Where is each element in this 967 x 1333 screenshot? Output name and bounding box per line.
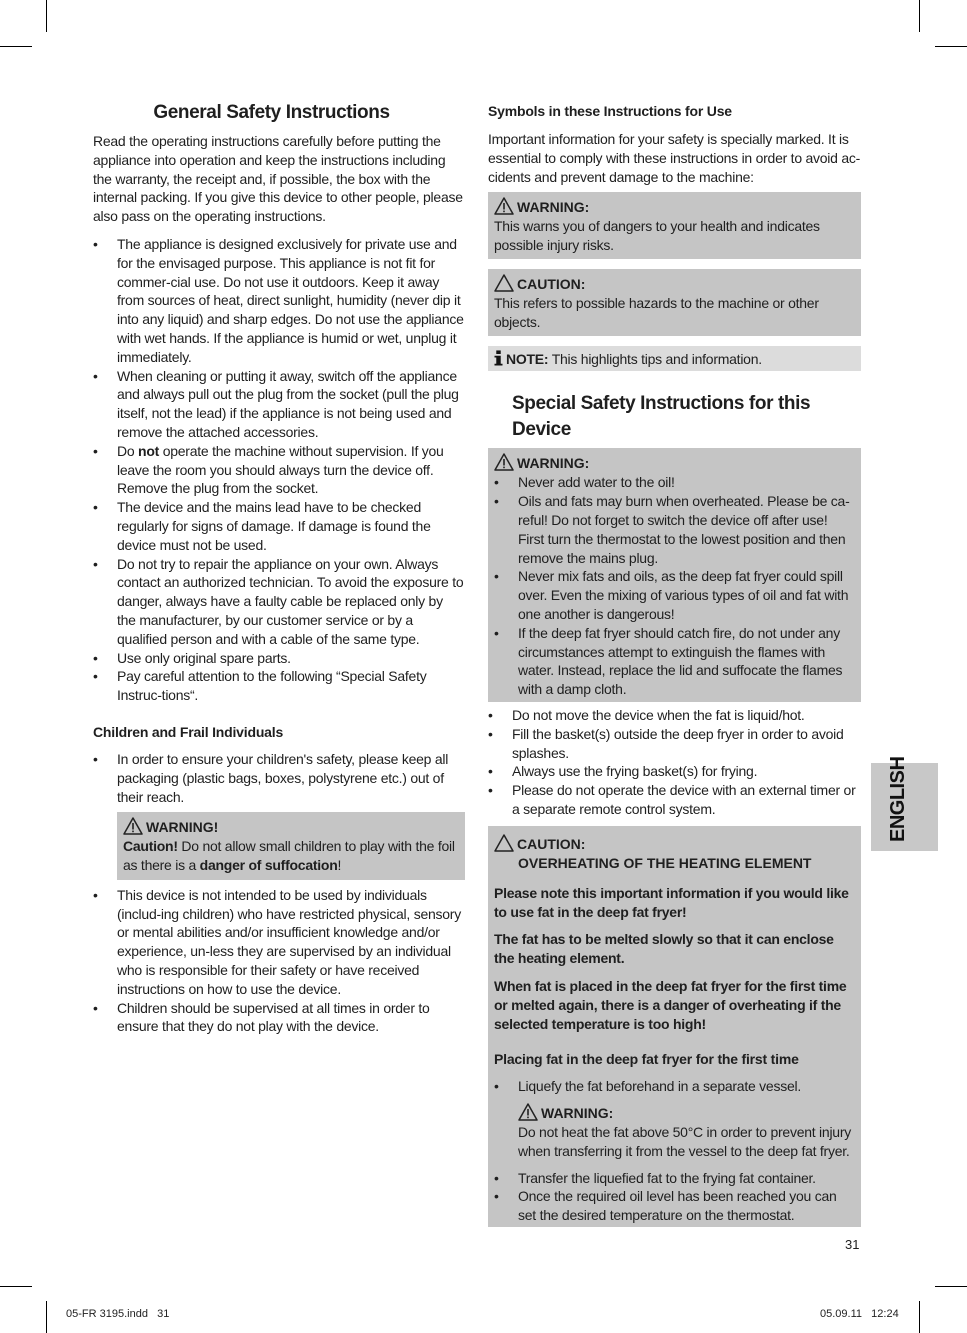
section-title: General Safety Instructions bbox=[153, 102, 390, 123]
warning-label: WARNING: bbox=[517, 455, 590, 472]
list-item: • The device and the mains lead have to be checked regularly for signs of damage. If damage is found the device must not be used. bbox=[93, 498, 465, 554]
crop-mark bbox=[935, 1286, 967, 1287]
list-item: • Pay careful attention to the following “Special Safety Instruc-tions“. bbox=[93, 667, 465, 705]
warning-text bbox=[123, 837, 459, 875]
overheating-caution-box bbox=[488, 826, 861, 1227]
warning-title bbox=[494, 453, 855, 473]
list-item: • Once the required oil level has been reached you can set the desired temperature on the thermostat. bbox=[494, 1187, 855, 1225]
footer-file-info: 05-FR 3195.indd 31 bbox=[66, 1308, 170, 1320]
warning-box bbox=[488, 192, 861, 259]
crop-mark bbox=[919, 0, 920, 32]
children-heading: Children and Frail Individuals bbox=[93, 723, 284, 740]
list-item: • Oils and fats may burn when overheated. Please be ca-reful! Do not forget to switch the device off after use! First turn the thermostat to the lowest position and then remove the mains plug. bbox=[494, 492, 855, 567]
warning-title bbox=[123, 817, 459, 837]
supervision-post: operate the machine without supervision. If you leave the room you should always turn the device off. Remove the plug from the socket. bbox=[117, 442, 444, 497]
caution-icon bbox=[494, 274, 514, 292]
crop-mark bbox=[935, 46, 967, 47]
general-bullets bbox=[93, 235, 465, 705]
inner-warning-text: Do not heat the fat above 50°C in order to prevent injury when transferring it from the vessel to the deep fat fryer. bbox=[518, 1124, 852, 1159]
right-column bbox=[488, 102, 861, 1227]
list-item: • This device is not intended to be used by individuals (includ-ing children) who have restricted physical, sensory or mental abilities and/or insufficient knowledge and/or experience, un-less they are supervised by an individual who is responsible for their safety or have received instructions on how to use the device. bbox=[93, 886, 465, 999]
warning-icon bbox=[494, 453, 514, 471]
overheating-p3: When fat is placed in the deep fat fryer for the first time or melted again, there is a danger of overheating if the selected temperature is too high! bbox=[494, 977, 847, 1032]
language-tab-label: ENGLISH bbox=[887, 756, 909, 842]
list-item: • Children should be supervised at all times in order to ensure that they do not play with the device. bbox=[93, 999, 465, 1037]
note-line bbox=[494, 350, 855, 369]
list-item: • Fill the basket(s) outside the deep fryer in order to avoid splashes. bbox=[488, 725, 861, 763]
crop-mark bbox=[0, 46, 32, 47]
danger-phrase: danger of suffocation bbox=[199, 857, 338, 874]
plain-bullets bbox=[488, 706, 861, 819]
warning-body: Do not allow small children to play with the foil as there is a bbox=[123, 838, 455, 874]
placing-bullets-2 bbox=[494, 1169, 855, 1225]
list-item: • Transfer the liquefied fat to the frying fat container. bbox=[494, 1169, 855, 1188]
note-box bbox=[488, 346, 861, 372]
footer-date: 05.09.11 12:24 bbox=[820, 1308, 899, 1320]
warning-icon bbox=[518, 1103, 538, 1121]
special-warning-bullets bbox=[494, 473, 855, 699]
children-warning-box bbox=[117, 812, 465, 880]
list-item bbox=[93, 442, 465, 498]
left-column bbox=[93, 100, 465, 1036]
overheating-title: OVERHEATING OF THE HEATING ELEMENT bbox=[518, 854, 812, 871]
crop-mark bbox=[46, 1301, 47, 1333]
info-icon bbox=[494, 350, 503, 366]
placing-bullets bbox=[494, 1077, 855, 1096]
caution-title bbox=[494, 274, 855, 294]
warning-text: This warns you of dangers to your health and indicates possible injury risks. bbox=[494, 218, 820, 254]
caution-title bbox=[494, 834, 855, 854]
crop-mark bbox=[0, 1286, 32, 1287]
symbols-intro: Important information for your safety is specially marked. It is essential to comply with these instructions in order to avoid ac-cidents and prevent damage to the machine: bbox=[488, 131, 861, 185]
list-item: • Please do not operate the device with an external timer or a separate remote control system. bbox=[488, 781, 861, 819]
page-number: 31 bbox=[845, 1237, 860, 1252]
overheating-p2: The fat has to be melted slowly so that it can enclose the heating element. bbox=[494, 931, 834, 967]
warning-label: WARNING: bbox=[517, 199, 590, 216]
list-item: • Do not move the device when the fat is liquid/hot. bbox=[488, 706, 861, 725]
list-item: • Never mix fats and oils, as the deep fat fryer could spill over. Even the mixing of various types of oil and fat with one another is dangerous! bbox=[494, 567, 855, 623]
special-warning-box bbox=[488, 448, 861, 702]
note-label: NOTE: bbox=[506, 350, 549, 367]
list-item: • Use only original spare parts. bbox=[93, 649, 465, 668]
warning-icon bbox=[494, 197, 514, 215]
special-title: Special Safety Instructions for this Device bbox=[512, 393, 811, 441]
caution-label: CAUTION: bbox=[517, 835, 586, 852]
warning-label: WARNING: bbox=[541, 1105, 614, 1122]
caution-text: This refers to possible hazards to the machine or other objects. bbox=[494, 294, 819, 330]
warning-title bbox=[518, 1103, 855, 1123]
children-bullets bbox=[93, 750, 465, 806]
warning-end: ! bbox=[337, 857, 342, 874]
crop-mark bbox=[919, 1301, 920, 1333]
list-item: • When cleaning or putting it away, switch off the appliance and always pull out the plug from the socket (pull the plug itself, not the lead) if the appliance is not being used and remove the attached accessories. bbox=[93, 367, 465, 442]
warning-title bbox=[494, 197, 855, 217]
caution-icon bbox=[494, 834, 514, 852]
symbols-heading: Symbols in these Instructions for Use bbox=[488, 103, 732, 119]
warning-icon bbox=[123, 817, 143, 835]
supervision-pre: Do bbox=[117, 442, 139, 459]
list-item: • Always use the frying basket(s) for frying. bbox=[488, 762, 861, 781]
supervision-strong: not bbox=[138, 442, 160, 459]
list-item: • Do not try to repair the appliance on your own. Always contact an authorized technician. To avoid the exposure to danger, always have a faulty cable be replaced only by the manufacturer, by our customer service or by a qualified person and with a cable of the same type. bbox=[93, 555, 465, 649]
children-bullets-2 bbox=[93, 886, 465, 1036]
crop-mark bbox=[46, 0, 47, 32]
intro-paragraph: Read the operating instructions carefully before putting the appliance into operation and keep the instructions including the warranty, the receipt and, if possible, the box with the internal packing. If you give this device to other people, please also pass on the operating instructions. bbox=[93, 133, 463, 225]
overheating-p1: Please note this important information if you would like to use fat in the deep fat fryer! bbox=[494, 884, 849, 920]
list-item: • Never add water to the oil! bbox=[494, 473, 855, 492]
list-item: • The appliance is designed exclusively for private use and for the envisaged purpose. This appliance is not fit for commer-cial use. Do not use it outdoors. Keep it away from sources of heat, direct sunlight, humidity (never dip it into any liquid) and sharp edges. Do not use the appliance with wet hands. If the appliance is humid or wet, unplug it immediately. bbox=[93, 235, 465, 367]
list-item: • Liquefy the fat beforehand in a separate vessel. bbox=[494, 1077, 855, 1096]
list-item: • If the deep fat fryer should catch fire, do not under any circumstances attempt to extinguish the flames with water. Instead, replace the lid and suffocate the flames with a damp cloth. bbox=[494, 624, 855, 699]
caution-word: Caution! bbox=[123, 838, 178, 855]
list-item: • In order to ensure your children's safety, please keep all packaging (plastic bags, boxes, polystyrene etc.) out of their reach. bbox=[93, 750, 465, 806]
placing-heading: Placing fat in the deep fat fryer for the first time bbox=[494, 1051, 799, 1068]
inner-warning bbox=[494, 1103, 855, 1161]
caution-label: CAUTION: bbox=[517, 275, 586, 292]
caution-box bbox=[488, 269, 861, 336]
note-text: This highlights tips and information. bbox=[548, 350, 762, 367]
warning-label: WARNING! bbox=[146, 819, 219, 836]
